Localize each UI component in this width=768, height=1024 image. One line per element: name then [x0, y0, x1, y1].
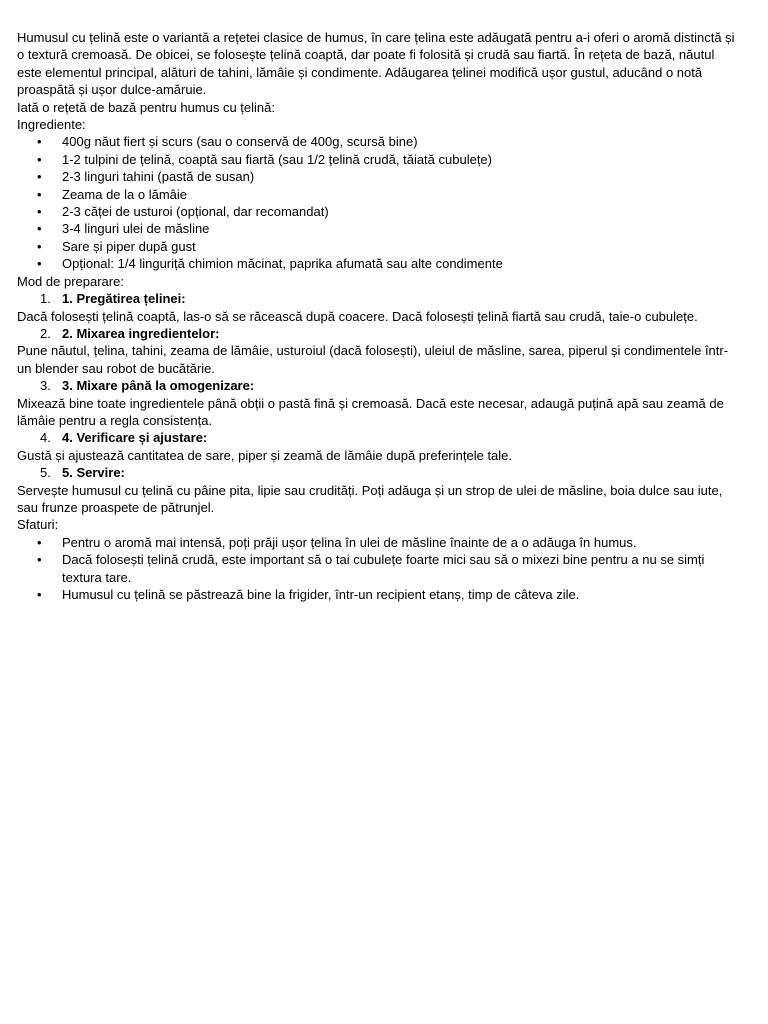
ingredient-item: • Opțional: 1/4 linguriță chimion măcinat, paprika afumată sau alte condimente: [17, 255, 738, 272]
step-number: 3.: [40, 378, 51, 394]
ingredient-item: • 400g năut fiert și scurs (sau o conservă de 400g, scursă bine): [17, 133, 738, 150]
step-title-text: 5. Servire:: [62, 465, 125, 481]
tip-item: • Dacă folosești țelină crudă, este important să o tai cubulețe foarte mici sau să o mixezi bine pentru a nu se simți textura tare.: [17, 551, 738, 586]
method-steps: [17, 290, 738, 516]
step-title: [17, 325, 738, 342]
step-number: 2.: [40, 325, 51, 341]
ingredient-item: • 2-3 căței de usturoi (opțional, dar recomandat): [17, 203, 738, 220]
step-number: 1.: [40, 291, 51, 307]
recipe-intro: Iată o rețetă de bază pentru humus cu țelină:: [17, 99, 276, 115]
step-title: [17, 290, 738, 307]
ingredient-item: • 1-2 tulpini de țelină, coaptă sau fiartă (sau 1/2 țelină crudă, tăiată cubulețe): [17, 151, 738, 168]
ingredients-heading: Ingrediente:: [17, 117, 86, 133]
tips-heading: Sfaturi:: [17, 517, 59, 533]
step-text: Dacă folosești țelină coaptă, las-o să se răcească după coacere. Dacă folosești țelină fiartă sau crudă, taie-o cubulețe.: [17, 308, 698, 324]
step-title: [17, 464, 738, 481]
step-number: 4.: [40, 430, 51, 446]
tip-item: • Pentru o aromă mai intensă, poți prăji ușor țelina în ulei de măsline înainte de a o adăuga în humus.: [17, 534, 738, 551]
ingredients-list: [17, 133, 738, 272]
tips-list: [17, 534, 738, 604]
method-heading: Mod de preparare:: [17, 273, 124, 289]
step-title-text: 3. Mixare până la omogenizare:: [62, 378, 255, 394]
tip-item: • Humusul cu țelină se păstrează bine la frigider, într-un recipient etanș, timp de câteva zile.: [17, 586, 738, 603]
ingredient-item: • Zeama de la o lămâie: [17, 186, 738, 203]
step-text: Mixează bine toate ingredientele până obții o pastă fină și cremoasă. Dacă este necesar, adaugă puțină apă sau zeamă de lămâie pentru a regla consistența.: [17, 395, 724, 428]
step-text: Gustă și ajustează cantitatea de sare, piper și zeamă de lămâie după preferințele tale.: [17, 447, 513, 463]
ingredient-item: • 2-3 linguri tahini (pastă de susan): [17, 168, 738, 185]
step-text: Servește humusul cu țelină cu pâine pita, lipie sau crudități. Poți adăuga și un strop de ulei de măsline, boia dulce sau iute, sau frunze proaspete de pătrunjel.: [17, 482, 723, 515]
step-title-text: 2. Mixarea ingredientelor:: [62, 325, 220, 341]
step-text: Pune năutul, țelina, tahini, zeama de lămâie, usturoiul (dacă folosești), uleiul de măsline, sarea, piperul și condimentele într-un blender sau robot de bucătărie.: [17, 343, 729, 376]
ingredient-item: • 3-4 linguri ulei de măsline: [17, 220, 738, 237]
ingredient-item: • Sare și piper după gust: [17, 238, 738, 255]
intro-paragraph: Humusul cu țelină este o variantă a rețetei clasice de humus, în care țelina este adăugată pentru a-i oferi o aromă distinctă și o textură cremoasă. De obicei, se folosește țelină coaptă, dar poate fi folosită și crudă sau fiartă. În rețeta de bază, năutul este elementul principal, alături de tahini, lămâie și condimente. Adăugarea țelinei modifică ușor gustul, aducând o notă proaspătă și ușor dulce-amăruie.: [17, 30, 735, 98]
step-title-text: 1. Pregătirea țelinei:: [62, 291, 186, 307]
step-title: [17, 429, 738, 446]
step-number: 5.: [40, 465, 51, 481]
step-title-text: 4. Verificare și ajustare:: [62, 430, 208, 446]
step-title: [17, 377, 738, 394]
